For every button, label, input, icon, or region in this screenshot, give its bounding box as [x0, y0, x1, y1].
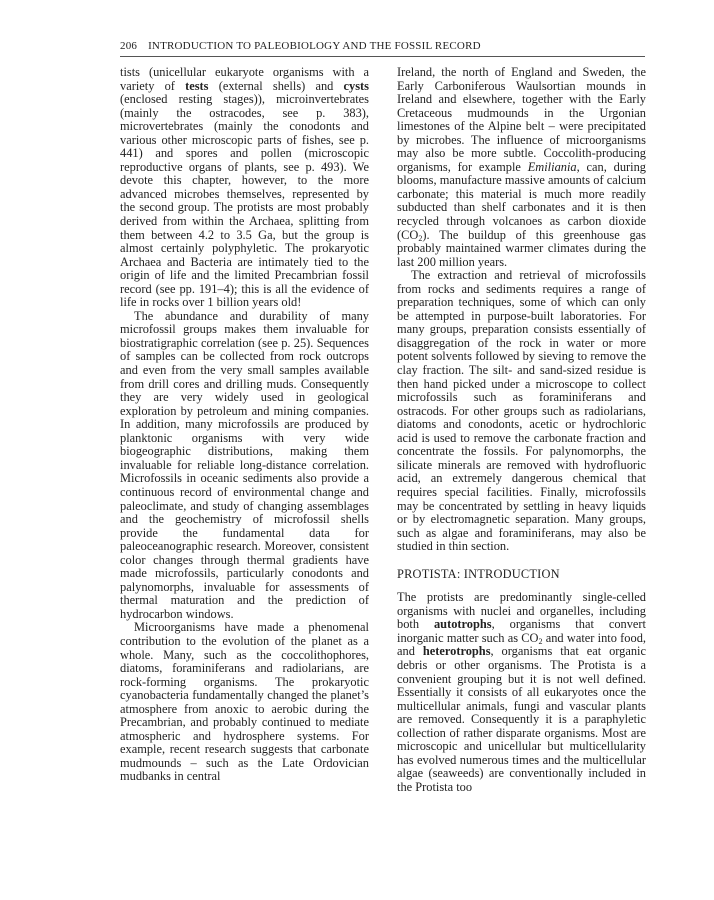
- term-heterotrophs: heterotrophs: [422, 644, 491, 659]
- paragraph-continued: tists (unicellular eukaryote organisms with a variety of tests (external shells) and cysts (enclosed resting stages)), microinvertebrates (mainly the ostracodes, see p. 383), microvertebrates (mainly the conodonts and various other microscopic parts of fishes, see p. 441) and spores and pollen (microscopic reproductive organs of plants, see p. 493). We devote this chapter, however, to the more advanced microbes themselves, represented by the second group. The protists are most probably derived from within the Archaea, splitting from them between 4.2 to 3.5 Ga, but the group is almost certainly polyphyletic. The prokaryotic Archaea and Bacteria are intimately tied to the origin of life and the limited Precambrian fossil record (see pp. 191–4); this is all the evidence of life in rocks over 1 billion years old!: [120, 65, 369, 310]
- paragraph-protista: The protists are predominantly single-celled organisms with nuclei and organelles, including both autotrophs, organisms that convert inorganic matter such as $CO_2$ and water into food, and heterotrophs, organisms that eat organic debris or other organisms. The Protista is a convenient grouping but it is not well defined. Essentially it consists of all eukaryotes once the multicellular animals, fungi and vascular plants are removed. Consequently it is a paraphyletic collection of rather disparate organisms. Most are microscopic and unicellular but multicellularity has evolved numerous times and the multicellular algae (seaweeds) are conventionally included in the Protista too: [397, 590, 646, 794]
- section-heading: PROTISTA: INTRODUCTION: [397, 566, 560, 581]
- taxon-emiliania: Emiliania: [527, 159, 577, 174]
- paragraph-mudmounds: Ireland, the north of England and Sweden, the Early Carboniferous Waulsortian mounds in Ireland and elsewhere, together with the Early Cretaceous mudmounds in the Urgonian limestones of the Alpine belt – were precipitated by microbes. The influence of microorganisms may also be more subtle. Coccolith-producing organisms, for example Emiliania, can, during blooms, manufacture massive amounts of calcium carbonate; this material is much more readily subducted than shelf carbonates and it is then recycled through volcanoes as carbon dioxide $(CO_2)$. The buildup of this greenhouse gas probably maintained warmer climates during the last 200 million years.: [397, 65, 646, 269]
- running-header: [120, 40, 645, 52]
- term-tests: tests: [185, 78, 209, 93]
- paragraph-biostratigraphy: The abundance and durability of many microfossil groups makes them invaluable for biostratigraphic correlation (see p. 25). Sequences of samples can be collected from rock outcrops and even from the very small samples available from drill cores and drilling muds. Consequently they are very widely used in geological exploration by petroleum and mining companies. In addition, many microfossils are produced by planktonic organisms with very wide biogeographic distributions, making them invaluable for reliable long-distance correlation. Microfossils in oceanic sediments also provide a continuous record of environmental change and paleoclimate, and study of changing assemblages and the geochemistry of microfossil shells provide the fundamental data for paleoceanographic research. Moreover, consistent color changes through thermal gradients have made microfossils, particularly conodonts and palynomorphs, invaluable for assessments of thermal maturation and the prediction of hydrocarbon windows.: [120, 308, 369, 621]
- page-number: 206: [120, 40, 138, 52]
- running-title: INTRODUCTION TO PALEOBIOLOGY AND THE FOSSIL RECORD: [148, 40, 481, 52]
- term-cysts: cysts: [343, 78, 369, 93]
- header-rule: [120, 56, 645, 57]
- paragraph-microorganisms: Microorganisms have made a phenomenal contribution to the evolution of the planet as a whole. Many, such as the coccolithophores, diatoms, foraminiferans and radiolarians, are rock-forming organisms. The prokaryotic cyanobacteria fundamentally changed the planet’s atmosphere from anoxic to aerobic during the Precambrian, and probably continued to mediate atmospheric and hydrosphere systems. For example, recent research suggests that carbonate mudmounds – such as the Late Ordovician mudbanks in central: [120, 620, 369, 784]
- left-column: [120, 66, 369, 784]
- term-autotrophs: autotrophs: [433, 617, 492, 632]
- right-column: [397, 66, 646, 794]
- paragraph-extraction: The extraction and retrieval of microfossils from rocks and sediments requires a range of preparation techniques, some of which can only be attempted in purpose-built laboratories. For many groups, preparation consists essentially of disaggregation of the rock in water or more potent solvents followed by sieving to remove the clay fraction. The silt- and sand-sized residue is then hand picked under a microscope to collect microfossils such as foraminiferans and ostracods. For other groups such as radiolarians, diatoms and conodonts, acetic or hydrochloric acid is used to remove the carbonate fraction and concentrate the fossils. For palynomorphs, the silicate minerals are removed with hydrofluoric acid, an extremely dangerous chemical that requires special facilities. Finally, microfossils may be concentrated by settling in heavy liquids or by electromagnetic separation. Many groups, such as algae and foraminiferans, may also be studied in thin section.: [397, 268, 646, 554]
